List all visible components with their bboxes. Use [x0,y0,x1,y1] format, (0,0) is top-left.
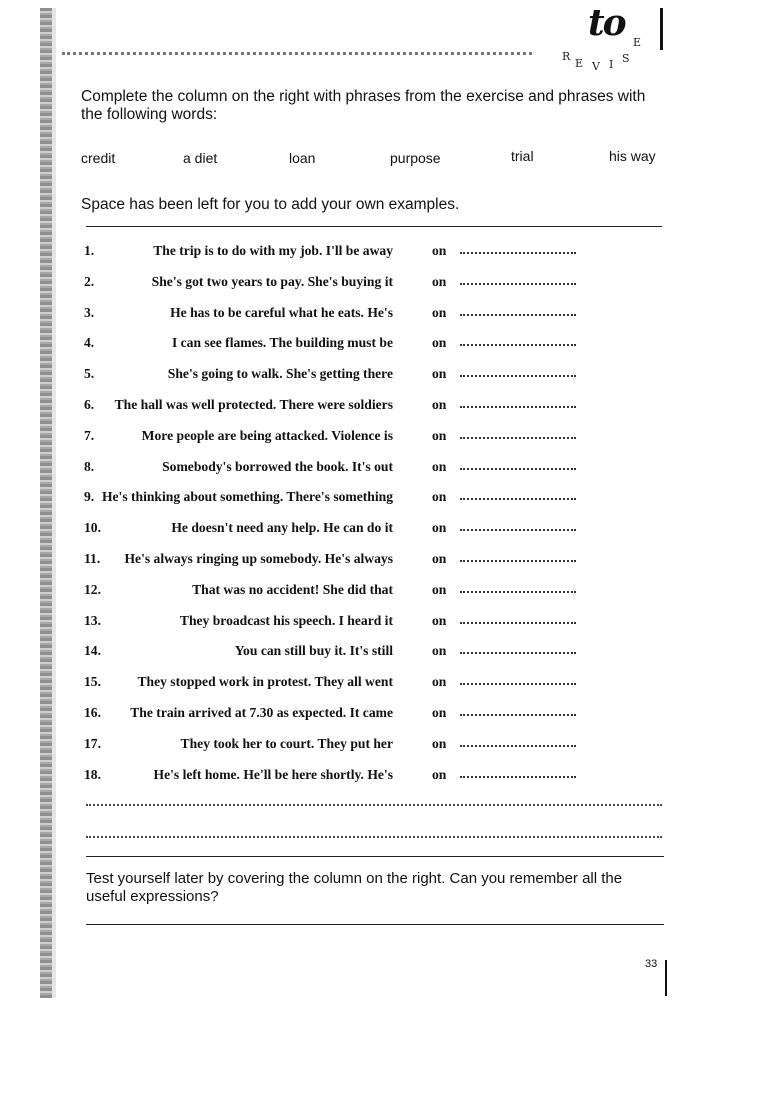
exercise-sentence: They took her to court. They put her [180,735,393,751]
answer-blank[interactable] [460,776,576,778]
exercise-preposition: on [432,273,447,289]
exercise-number: 3. [84,304,95,320]
word-item: a diet [183,150,218,166]
answer-blank[interactable] [460,683,576,685]
answer-blank[interactable] [460,622,576,624]
exercise-number: 16. [84,705,101,720]
exercise-row [84,428,584,450]
exercise-preposition: on [432,458,447,474]
exercise-preposition: on [432,304,447,320]
footer-note: Test yourself later by covering the column on the right. Can you remember all the useful expressions? [86,870,623,905]
book-binding-shadow [52,8,56,998]
exercise-sentence: You can still buy it. It's still [234,643,393,659]
exercise-number: 2. [84,273,95,289]
exercise-number: 8. [84,458,95,474]
word-item: loan [289,150,316,166]
exercise-row [84,613,584,635]
exercise-number: 4. [84,335,95,351]
exercise-row [84,305,584,327]
exercise-row [84,274,584,296]
exercise-row [84,705,584,727]
exercise-sentence: He's thinking about something. There's something [101,489,393,505]
word-item: purpose [390,150,441,166]
exercise-number: 9. [84,489,95,505]
exercise-row [84,459,584,481]
exercise-preposition: on [432,612,447,628]
answer-blank[interactable] [460,745,576,747]
exercise-preposition: on [432,643,447,659]
exercise-number: 11. [84,551,101,566]
exercise-row [84,736,584,758]
instructions-intro: Complete the column on the right with phrases from the exercise and phrases with the following words: [81,88,646,123]
exercise-preposition: on [432,705,447,720]
exercise-sentence: They broadcast his speech. I heard it [179,612,393,628]
exercise-number: 15. [84,674,101,690]
word-list [81,150,666,172]
answer-blank[interactable] [460,344,576,346]
answer-blank[interactable] [460,314,576,316]
logo-vertical-bar [660,8,663,50]
exercise-number: 5. [84,366,95,382]
logo-arc-letter: E [633,36,642,49]
answer-blank[interactable] [460,437,576,439]
exercise-row [84,243,584,265]
exercise-row [84,582,584,604]
book-binding-edge [40,8,52,998]
exercise-number: 6. [84,397,95,412]
exercise-row [84,551,584,573]
exercise-preposition: on [432,243,447,258]
section-divider [86,924,664,925]
exercise-number: 13. [84,612,101,628]
answer-blank[interactable] [460,560,576,562]
section-divider [86,226,662,227]
exercise-number: 18. [84,766,101,782]
extra-example-line[interactable] [86,804,662,806]
answer-blank[interactable] [460,468,576,470]
exercise-number: 12. [84,581,101,597]
answer-blank[interactable] [460,714,576,716]
exercise-preposition: on [432,489,447,505]
exercise-sentence: He's always ringing up somebody. He's always [124,551,393,566]
exercise-sentence: She's got two years to pay. She's buying it [151,273,393,289]
exercise-preposition: on [432,766,447,782]
answer-blank[interactable] [460,591,576,593]
exercise-preposition: on [432,427,447,443]
exercise-row [84,520,584,542]
exercise-number: 1. [84,243,95,258]
exercise-sentence: He doesn't need any help. He can do it [171,520,393,536]
answer-blank[interactable] [460,375,576,377]
exercise-sentence: She's going to walk. She's getting there [167,366,393,382]
exercise-row [84,397,584,419]
exercise-sentence: Somebody's borrowed the book. It's out [162,458,393,474]
exercise-preposition: on [432,735,447,751]
logo-arc-letter: I [609,58,614,71]
exercise-sentence: The trip is to do with my job. I'll be away [153,243,393,258]
exercise-sentence: He's left home. He'll be here shortly. He's [153,766,393,782]
exercise-number: 17. [84,735,101,751]
exercise-sentence: He has to be careful what he eats. He's [170,304,393,320]
logo-arc-letter: S [622,52,630,65]
exercise-sentence: They stopped work in protest. They all went [137,674,393,690]
word-item: credit [81,150,116,166]
exercise-sentence: The hall was well protected. There were soldiers [114,397,393,412]
logo-arc-letter: E [575,57,584,70]
exercise-sentence: I can see flames. The building must be [171,335,393,351]
logo-arc-letter: R [562,50,571,63]
answer-blank[interactable] [460,652,576,654]
exercise-preposition: on [432,397,447,412]
answer-blank[interactable] [460,252,576,254]
exercise-number: 10. [84,520,101,536]
exercise-number: 14. [84,643,101,659]
exercise-preposition: on [432,551,447,566]
page-number-bar [665,960,667,996]
answer-blank[interactable] [460,529,576,531]
exercise-sentence: More people are being attacked. Violence is [141,427,393,443]
page-number: 33 [645,958,658,970]
section-divider [86,856,664,857]
exercise-preposition: on [432,335,447,351]
word-item: trial [511,148,534,164]
exercise-row [84,674,584,696]
exercise-preposition: on [432,674,447,690]
space-note: Space has been left for you to add your own examples. [81,196,460,213]
exercise-number: 7. [84,427,95,443]
exercise-row [84,643,584,665]
exercise-preposition: on [432,520,447,536]
exercise-row [84,489,584,511]
word-item: his way [609,148,656,164]
logo-arc-letter: V [592,60,600,73]
exercise-sentence: The train arrived at 7.30 as expected. It came [130,705,393,720]
exercise-row [84,366,584,388]
logo-to-text: to [588,2,625,44]
extra-example-line[interactable] [86,836,662,838]
exercise-sentence: That was no accident! She did that [192,581,393,597]
exercise-preposition: on [432,366,447,382]
exercise-row [84,335,584,357]
answer-blank[interactable] [460,283,576,285]
exercise-preposition: on [432,581,447,597]
exercise-row [84,767,584,789]
answer-blank[interactable] [460,498,576,500]
top-dotted-border [62,52,532,55]
answer-blank[interactable] [460,406,576,408]
